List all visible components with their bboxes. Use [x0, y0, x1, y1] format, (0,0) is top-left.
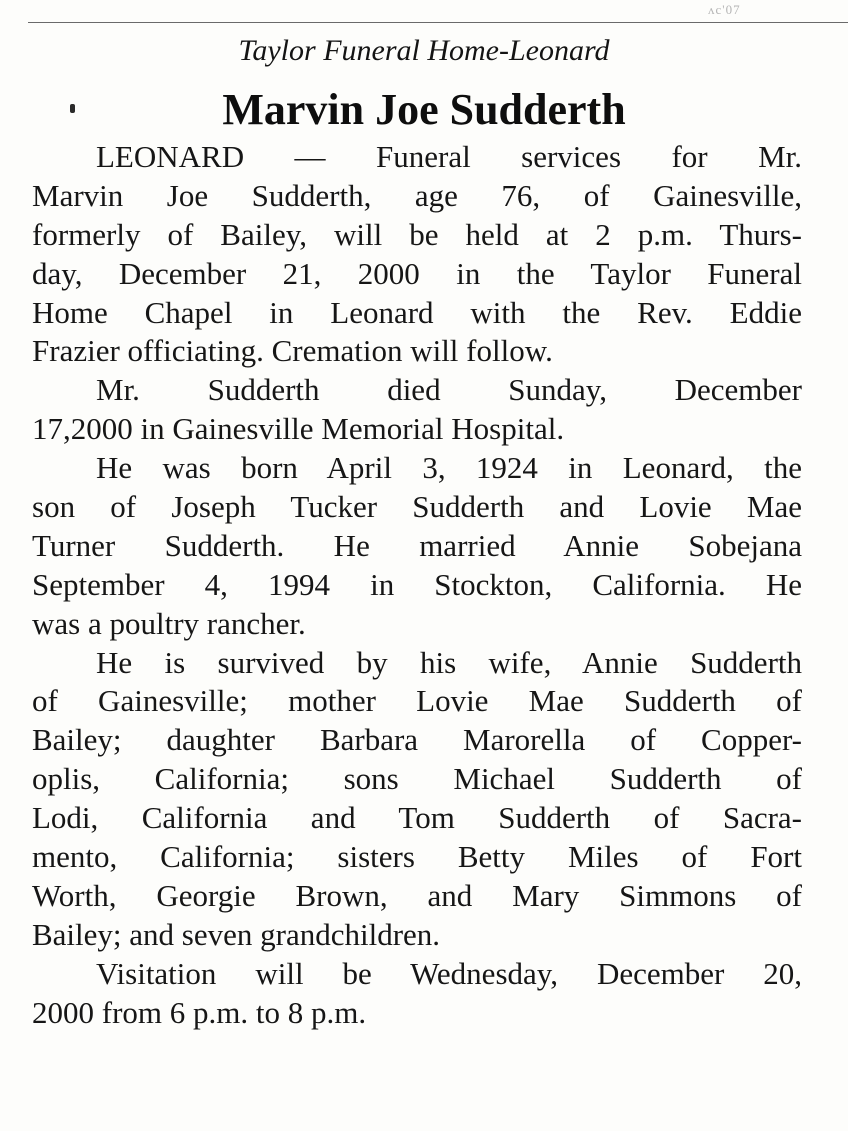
text-line: of Gainesville; mother Lovie Mae Sudderth of	[32, 683, 802, 719]
text-line: LEONARD — Funeral services for Mr.	[96, 139, 802, 174]
paragraph-survivors	[32, 644, 802, 955]
text-line: Lodi, California and Tom Sudderth of Sacra-	[32, 800, 802, 836]
text-line: Mr. Sudderth died Sunday, December	[96, 372, 802, 408]
text-line: was a poultry rancher.	[32, 605, 306, 641]
text-line: Worth, Georgie Brown, and Mary Simmons of	[32, 877, 802, 913]
deceased-name-heading: Marvin Joe Sudderth	[222, 85, 626, 134]
text-line: 2000 from 6 p.m. to 8 p.m.	[32, 994, 367, 1030]
text-line: 17,2000 in Gainesville Memorial Hospital.	[32, 411, 565, 447]
text-line: Bailey; daughter Barbara Marorella of Copper-	[32, 722, 802, 758]
text-line: day, December 21, 2000 in the Taylor Funeral	[32, 255, 802, 291]
ink-speck	[70, 104, 75, 113]
paragraph-birth	[32, 449, 802, 643]
text-line: Marvin Joe Sudderth, age 76, of Gainesville,	[32, 177, 802, 213]
text-line: son of Joseph Tucker Sudderth and Lovie Mae	[32, 489, 802, 525]
paragraph-death	[32, 371, 802, 449]
paragraph-visitation	[32, 955, 802, 1033]
text-line: He was born April 3, 1924 in Leonard, the	[96, 450, 802, 486]
obituary-body	[32, 138, 802, 1032]
text-line: Turner Sudderth. He married Annie Sobejana	[32, 527, 802, 563]
text-line: September 4, 1994 in Stockton, California. He	[32, 566, 802, 602]
corner-handwritten-mark: ʌc'07	[708, 2, 741, 17]
text-line: Visitation will be Wednesday, December 20,	[96, 955, 802, 991]
text-line: Bailey; and seven grandchildren.	[32, 916, 441, 952]
text-line: Home Chapel in Leonard with the Rev. Eddie	[32, 294, 802, 330]
paragraph-services	[32, 138, 802, 371]
text-line: mento, California; sisters Betty Miles of Fort	[32, 839, 802, 875]
text-line: formerly of Bailey, will be held at 2 p.m. Thurs-	[32, 216, 802, 252]
top-rule	[28, 22, 848, 23]
funeral-home-heading: Taylor Funeral Home-Leonard	[238, 34, 610, 67]
text-line: Frazier officiating. Cremation will follow.	[32, 333, 553, 369]
text-line: He is survived by his wife, Annie Sudderth	[96, 644, 802, 680]
text-line: oplis, California; sons Michael Sudderth of	[32, 761, 802, 797]
